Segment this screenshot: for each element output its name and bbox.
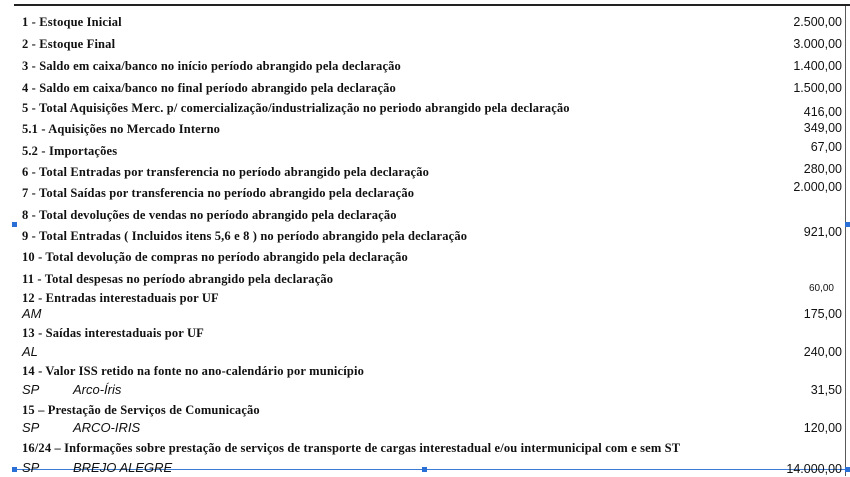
row-value: 280,00 [803, 162, 842, 176]
municipio-name: Arco-Íris [73, 382, 122, 397]
uf-code: SP [22, 420, 40, 435]
uf-code: AL [22, 344, 38, 359]
row-value: 921,00 [803, 225, 842, 239]
resize-handle-bottom-left[interactable] [12, 467, 17, 472]
top-border [14, 4, 850, 6]
comunicacao-value: 120,00 [803, 421, 842, 435]
row-label: 5.1 - Aquisições no Mercado Interno [22, 122, 221, 136]
row-label: 3 - Saldo em caixa/banco no início período abrangido pela declaração [22, 59, 401, 73]
resize-handle-right[interactable] [845, 222, 850, 227]
row-label: 15 – Prestação de Serviços de Comunicação [22, 403, 260, 417]
row-label: 9 - Total Entradas ( Incluidos itens 5,6 e 8 ) no período abrangido pela declaração [22, 229, 468, 243]
iss-value: 31,50 [810, 383, 842, 397]
row-value: 349,00 [803, 121, 842, 135]
row-label: 6 - Total Entradas por transferencia no período abrangido pela declaração [22, 165, 430, 179]
uf-code: SP [22, 460, 40, 475]
row-label: 12 - Entradas interestaduais por UF [22, 291, 219, 305]
row-value: 2.500,00 [793, 15, 842, 29]
municipio-name: ARCO-IRIS [73, 420, 141, 435]
row-label: 4 - Saldo em caixa/banco no final período abrangido pela declaração [22, 81, 396, 95]
row-value: 3.000,00 [793, 37, 842, 51]
resize-handle-bottom-right[interactable] [845, 467, 850, 472]
row-label: 2 - Estoque Final [22, 37, 116, 51]
resize-handle-bottom-center[interactable] [422, 467, 427, 472]
uf-code: AM [22, 306, 42, 321]
transporte-value: 14.000,00 [786, 462, 842, 476]
row-value: 416,00 [803, 105, 842, 119]
row-label: 13 - Saídas interestaduais por UF [22, 326, 204, 340]
row-label: 7 - Total Saídas por transferencia no período abrangido pela declaração [22, 186, 415, 200]
row-label: 14 - Valor ISS retido na fonte no ano-calendário por município [22, 364, 364, 378]
uf-code: SP [22, 382, 40, 397]
row-value: 1.500,00 [793, 81, 842, 95]
row-label: 11 - Total despesas no período abrangido pela declaração [22, 272, 334, 286]
municipio-name: BREJO ALEGRE [73, 460, 173, 475]
row-value: 2.000,00 [793, 180, 842, 194]
row-label: 5.2 - Importações [22, 144, 118, 158]
row-label: 5 - Total Aquisições Merc. p/ comercialização/industrialização no periodo abrangido pela declaração [22, 101, 570, 115]
resize-handle-left[interactable] [12, 222, 17, 227]
row-value: 67,00 [810, 140, 842, 154]
uf-value: 240,00 [803, 345, 842, 359]
row-value: 1.400,00 [793, 59, 842, 73]
row-value: 60,00 [808, 283, 834, 294]
uf-value: 175,00 [803, 307, 842, 321]
row-label: 1 - Estoque Inicial [22, 15, 122, 29]
row-label: 8 - Total devoluções de vendas no período abrangido pela declaração [22, 208, 397, 222]
right-border [845, 6, 846, 476]
row-label: 16/24 – Informações sobre prestação de serviços de transporte de cargas interestadual e/ou intermunicipal com e sem ST [22, 441, 681, 455]
row-label: 10 - Total devolução de compras no período abrangido pela declaração [22, 250, 408, 264]
